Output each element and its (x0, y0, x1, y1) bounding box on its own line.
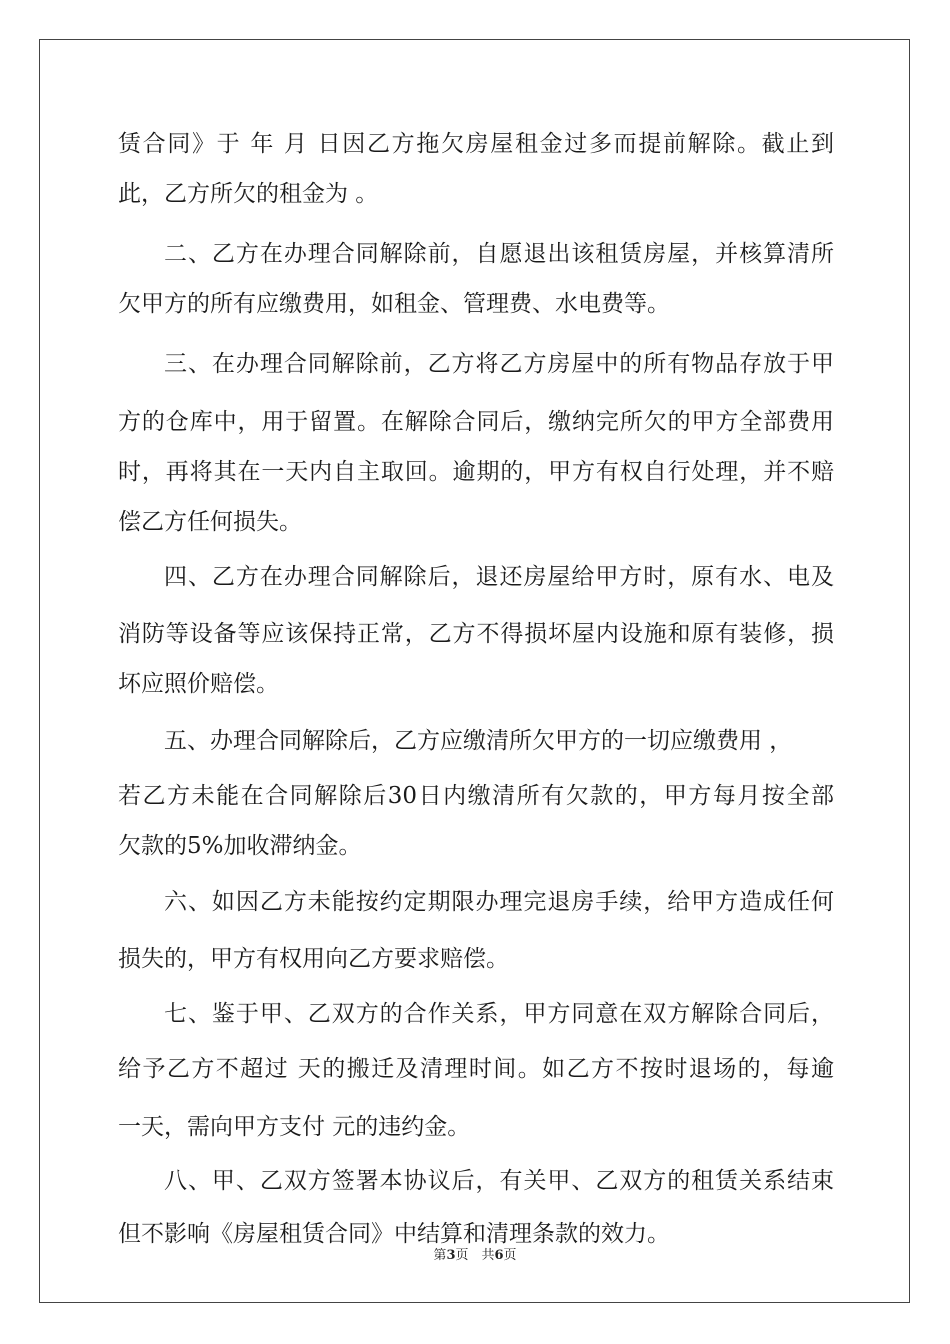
text-line: 赁合同》于 年 月 日因乙方拖欠房屋租金过多而提前解除。截止到 (118, 131, 834, 157)
clause-8-line: 但不影响《房屋租赁合同》中结算和清理条款的效力。 (118, 1221, 670, 1247)
page-current: 3 (446, 1248, 456, 1263)
clause-2-line: 二、乙方在办理合同解除前，自愿退出该租赁房屋，并核算清所 (164, 241, 834, 267)
page-suffix: 页 (503, 1248, 517, 1263)
page-footer (0, 1244, 950, 1263)
clause-3-line: 偿乙方任何损失。 (118, 509, 302, 535)
clause-3-line: 时，再将其在一天内自主取回。逾期的，甲方有权自行处理，并不赔 (118, 459, 834, 485)
page-total: 6 (494, 1248, 504, 1263)
clause-4-line: 四、乙方在办理合同解除后，退还房屋给甲方时，原有水、电及 (164, 564, 834, 590)
clause-3-line: 方的仓库中，用于留置。在解除合同后，缴纳完所欠的甲方全部费用 (118, 409, 834, 435)
clause-4-line: 消防等设备等应该保持正常，乙方不得损坏屋内设施和原有装修，损 (118, 621, 834, 647)
clause-6-line: 损失的，甲方有权用向乙方要求赔偿。 (118, 946, 509, 972)
page-mid: 页 共 (455, 1248, 495, 1263)
clause-3-line: 三、在办理合同解除前，乙方将乙方房屋中的所有物品存放于甲 (164, 351, 834, 377)
clause-2-line: 欠甲方的所有应缴费用，如租金、管理费、水电费等。 (118, 291, 670, 317)
clause-8-line: 八、甲、乙双方签署本协议后，有关甲、乙双方的租赁关系结束 (164, 1168, 834, 1194)
clause-4-line: 坏应照价赔偿。 (118, 671, 279, 697)
clause-7-line: 七、鉴于甲、乙双方的合作关系，甲方同意在双方解除合同后， (164, 1001, 834, 1027)
clause-5-line: 欠款的5%加收滞纳金。 (118, 833, 362, 859)
clause-5-line: 若乙方未能在合同解除后30日内缴清所有欠款的，甲方每月按全部 (118, 783, 834, 809)
text-line: 此，乙方所欠的租金为 。 (118, 181, 379, 207)
clause-7-line: 一天，需向甲方支付 元的违约金。 (118, 1114, 471, 1140)
clause-5-line: 五、办理合同解除后，乙方应缴清所欠甲方的一切应缴费用 ， (164, 728, 793, 754)
clause-7-line: 给予乙方不超过 天的搬迁及清理时间。如乙方不按时退场的，每逾 (118, 1056, 834, 1082)
page-prefix: 第 (433, 1248, 447, 1263)
clause-6-line: 六、如因乙方未能按约定期限办理完退房手续，给甲方造成任何 (164, 889, 834, 915)
